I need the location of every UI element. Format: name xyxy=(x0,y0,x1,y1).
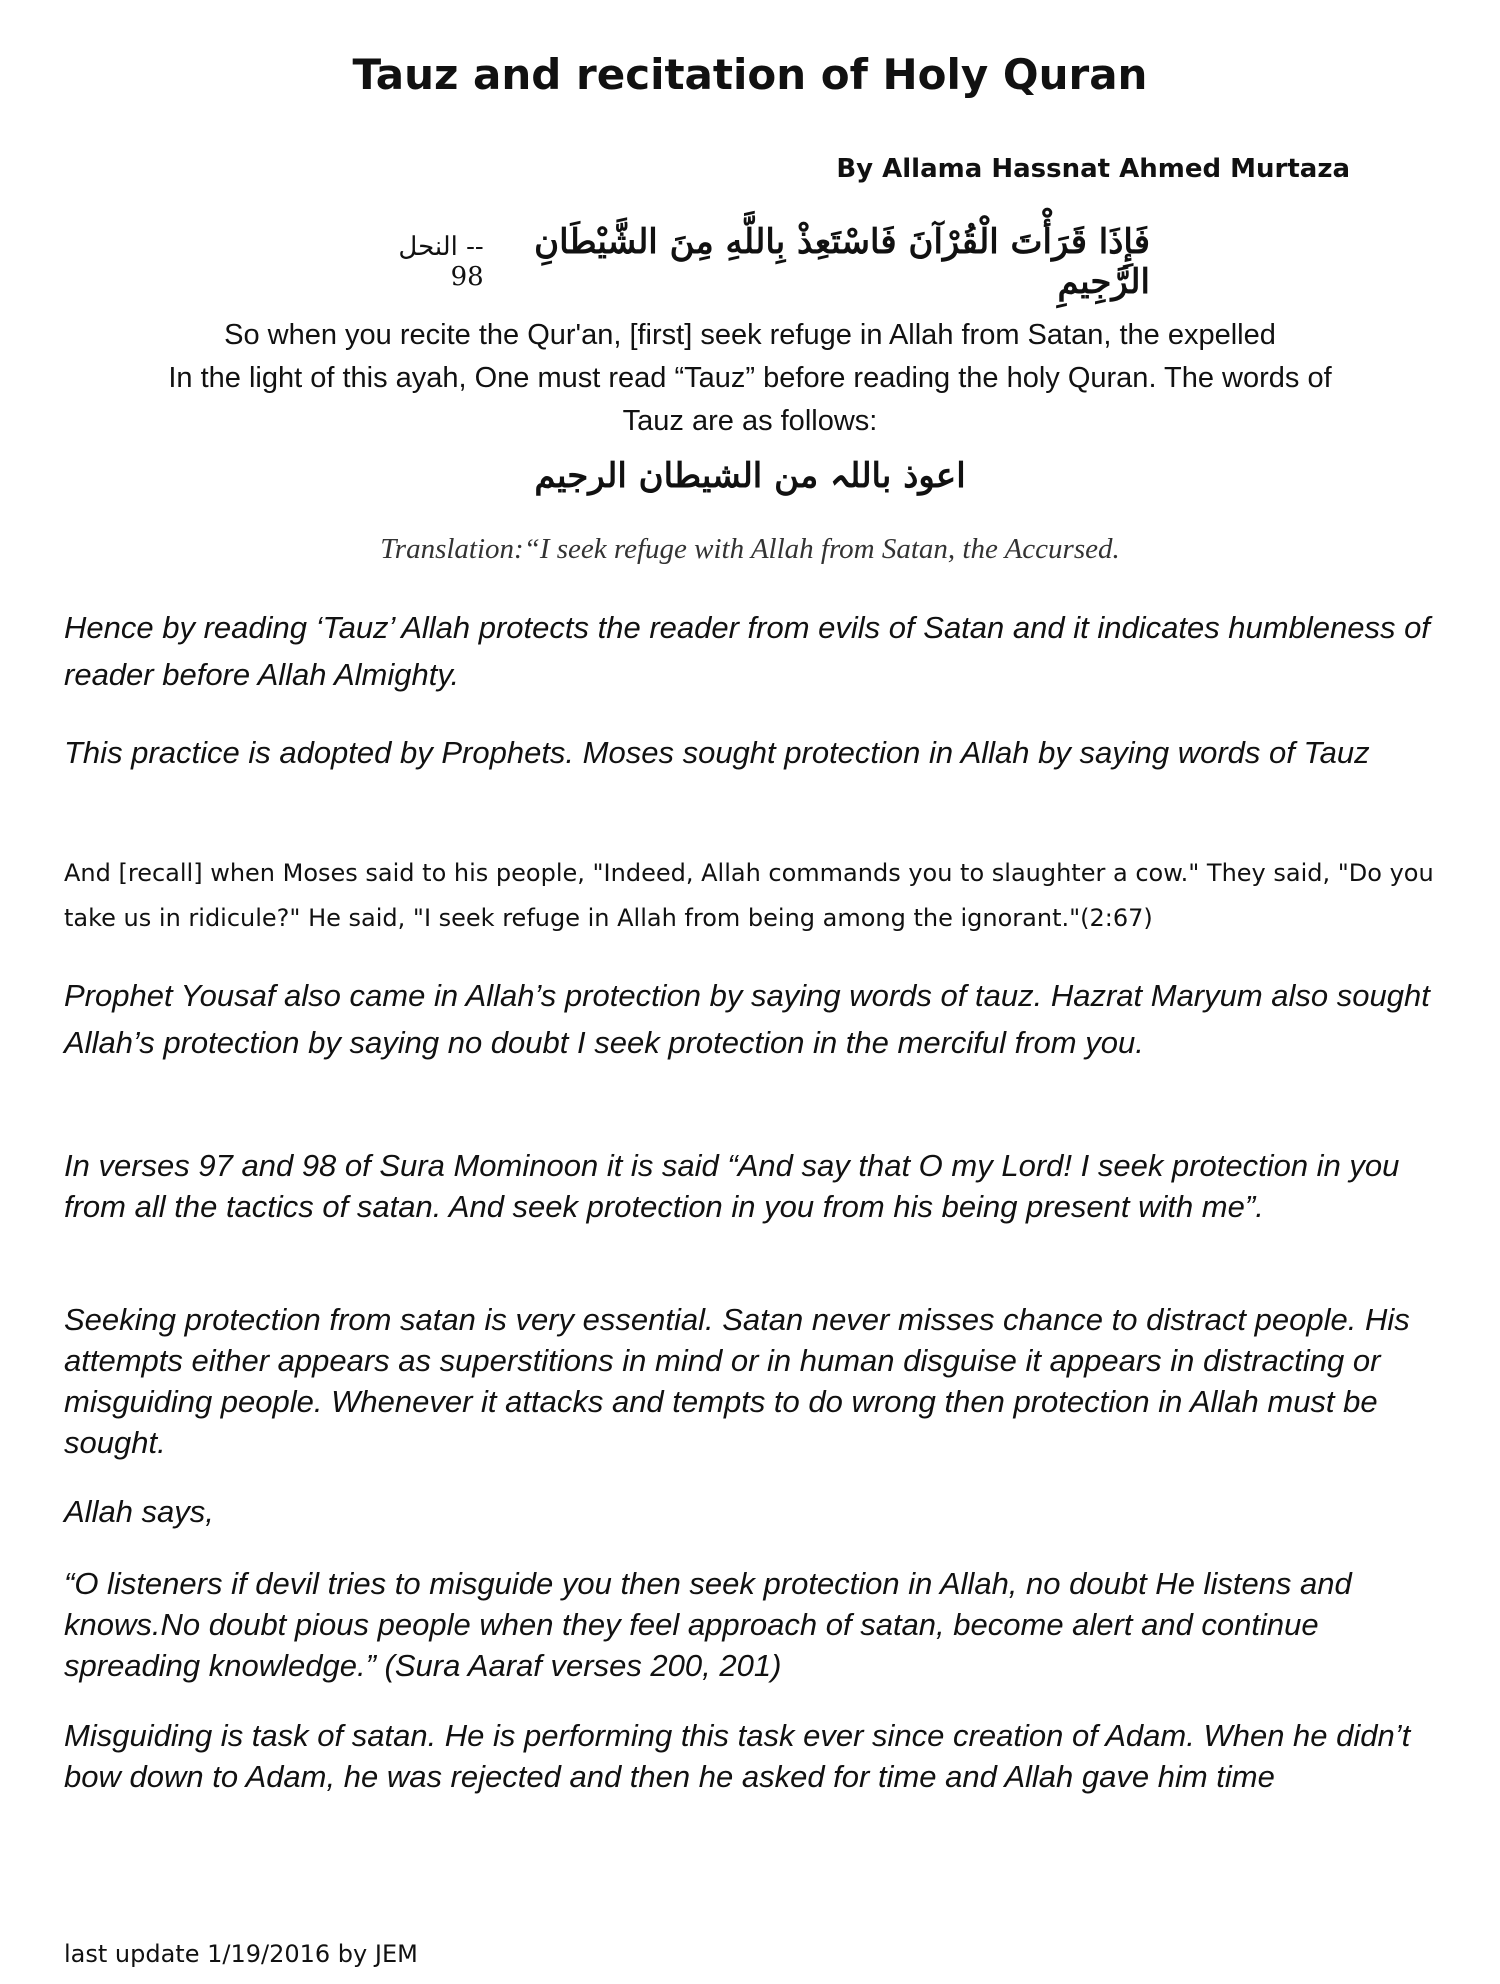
intro-line-1: In the light of this ayah, One must read “Tauz” before reading the holy Quran. The words of xyxy=(168,362,1332,394)
paragraph-listeners-quote: “O listeners if devil tries to misguide you then seek protection in Allah, no doubt He listens and knows.No doubt pious people when they feel approach of satan, become alert and continue spreading knowledge.” (Sura Aaraf verses 200, 201) xyxy=(64,1566,1352,1683)
paragraph-sura-mominoon: In verses 97 and 98 of Sura Mominoon it is said “And say that O my Lord! I seek protection in you from all the tactics of satan. And seek protection in you from his being present with me”. xyxy=(64,1148,1400,1224)
tauz-arabic: اعوذ باللہ من الشیطان الرجیم xyxy=(534,456,966,496)
author-byline: By Allama Hassnat Ahmed Murtaza xyxy=(836,154,1350,184)
paragraph-yousaf-maryum: Prophet Yousaf also came in Allah’s protection by saying words of tauz. Hazrat Maryum also sought Allah’s protection by saying no doubt I seek protection in the merciful from you. xyxy=(64,978,1430,1060)
paragraph-prophets-practice: This practice is adopted by Prophets. Moses sought protection in Allah by saying words of Tauz xyxy=(64,735,1370,770)
paragraph-allah-says: Allah says, xyxy=(64,1494,214,1529)
page-title: Tauz and recitation of Holy Quran xyxy=(352,50,1148,99)
paragraph-misguiding: Misguiding is task of satan. He is performing this task ever since creation of Adam. When he didn’t bow down to Adam, he was rejected and then he asked for time and Allah gave him time xyxy=(64,1718,1411,1794)
paragraph-tauz-protection: Hence by reading ‘Tauz’ Allah protects the reader from evils of Satan and it indicates humbleness of reader before Allah Almighty. xyxy=(64,610,1430,692)
quote-moses: And [recall] when Moses said to his people, "Indeed, Allah commands you to slaughter a cow." They said, "Do you take us in ridicule?" He said, "I seek refuge in Allah from being among the ignorant."(2:67) xyxy=(64,859,1434,932)
arabic-verse: فَإِذَا قَرَأْتَ الْقُرْآنَ فَاسْتَعِذْ بِاللَّهِ مِنَ الشَّيْطَانِ الرَّجِيمِ xyxy=(534,222,1150,302)
tauz-translation: Translation:“I seek refuge with Allah from Satan, the Accursed. xyxy=(380,533,1120,565)
arabic-verse-reference: -- النحل 98 xyxy=(398,232,484,292)
verse-translation: So when you recite the Qur'an, [first] seek refuge in Allah from Satan, the expelled xyxy=(224,319,1276,351)
arabic-verse-row xyxy=(370,222,1150,302)
intro-line-2: Tauz are as follows: xyxy=(622,405,878,437)
paragraph-seeking-protection: Seeking protection from satan is very essential. Satan never misses chance to distract people. His attempts either appears as superstitions in mind or in human disguise it appears in distracting or misguiding people. Whenever it attacks and tempts to do wrong then protection in Allah must be sought. xyxy=(64,1302,1410,1460)
footer-last-update: last update 1/19/2016 by JEM xyxy=(64,1940,418,1968)
